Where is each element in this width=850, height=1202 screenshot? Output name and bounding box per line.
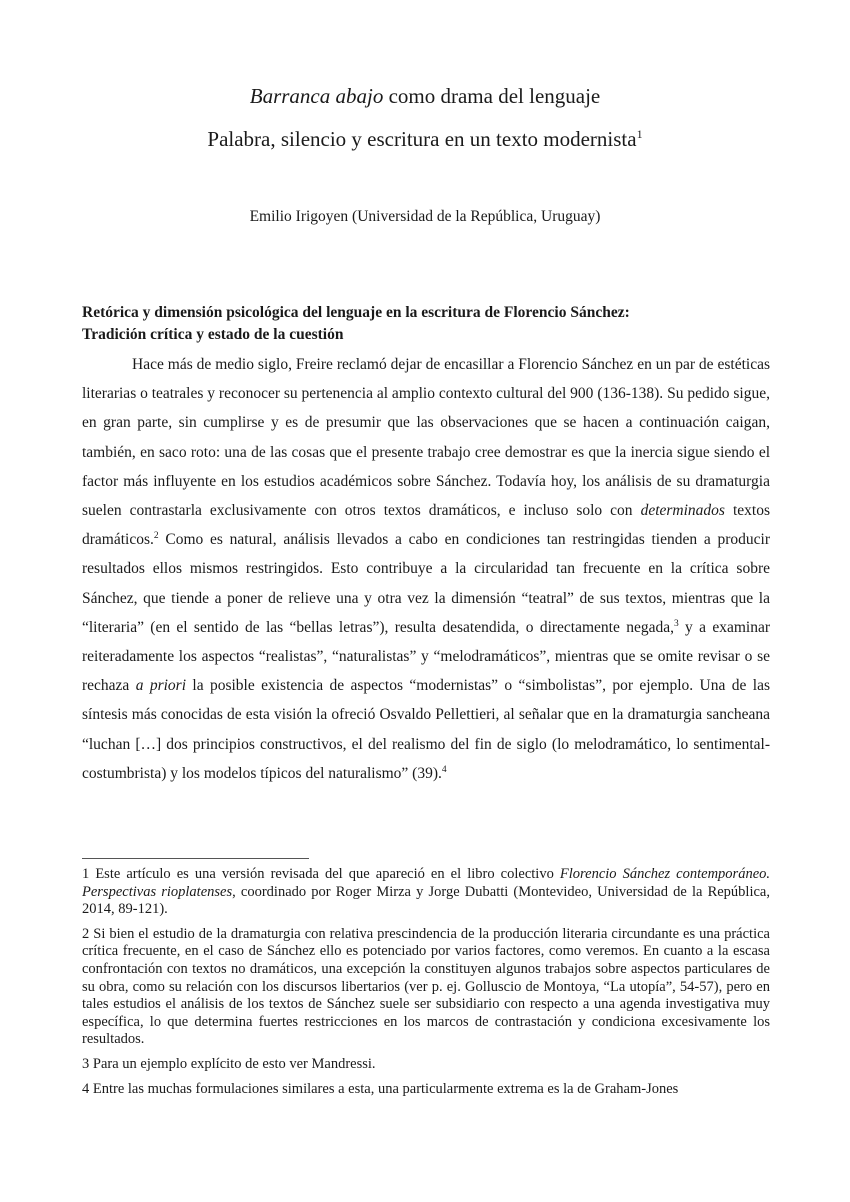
body-segment: y a examinar reiteradamente los aspectos “realistas”, “naturalistas” y “melodramáticos”, mientras que se omite revisar o se rechaza [82, 618, 770, 695]
body-emphasis: determinados [640, 502, 725, 520]
title-line-2 [0, 125, 850, 153]
section-heading-line-2: Tradición crítica y estado de la cuestión [82, 326, 344, 343]
title-italic-work: Barranca abajo [249, 84, 384, 108]
footnote-4: 4 Entre las muchas formulaciones similares a esta, una particularmente extrema es la de Graham-Jones [82, 1080, 679, 1097]
body-paragraph [82, 350, 770, 788]
footnote-text: 1 Este artículo es una versión revisada del que apareció en el libro colectivo [82, 866, 560, 882]
footnote-text: , coordinado por Roger Mirza y Jorge Dubatti (Montevideo, Universidad de la República, 2014, 89-121). [82, 883, 770, 918]
footnotes [82, 866, 770, 1105]
body-segment: la posible existencia de aspectos “modernistas” o “simbolistas”, por ejemplo. Una de las síntesis más conocidas de esta visión la ofreció Osvaldo Pellettieri, al señalar que en la dramaturgia sancheana “luchan […] dos principios constructivos, el del realismo del fin de siglo (lo melodramático, lo sentimental-costumbrista) y los modelos típicos del naturalismo” (39). [82, 677, 770, 782]
footnote-separator [82, 858, 309, 859]
footnote-emphasis: Florencio Sánchez contemporáneo. Perspectivas rioplatenses [82, 866, 771, 900]
title-line-1 [0, 82, 850, 110]
footnote-3: 3 Para un ejemplo explícito de esto ver Mandressi. [82, 1055, 376, 1072]
body-segment: Como es natural, análisis llevados a cabo en condiciones tan restringidas tienden a producir resultados ellos mismos restringidos. Esto contribuye a la circularidad tan frecuente en la crítica sobre Sánchez, que tiende a poner de relieve una y otra vez la dimensión “teatral” de sus textos, mientras que la “literaria” (en el sentido de las “bellas letras”), resulta desatendida, o directamente negada, [82, 531, 770, 636]
section-heading [82, 302, 772, 346]
author-affiliation: Emilio Irigoyen (Universidad de la República, Uruguay) [249, 208, 601, 225]
body-emphasis: a priori [135, 677, 187, 695]
body-segment: textos dramáticos. [82, 502, 771, 549]
body-segment: Hace más de medio siglo, Freire reclamó dejar de encasillar a Florencio Sánchez en un par de estéticas literarias o teatrales y reconocer su pertenencia al amplio contexto cultural del 900 (136-138). Su pedido sigue, en gran parte, sin cumplirse y es de presumir que las observaciones que se hacen a continuación caigan, también, en saco roto: una de las cosas que el presente trabajo cree demostrar es que la inercia sigue siendo el factor más influyente en los estudios académicos sobre Sánchez. Todavía hoy, los análisis de su dramaturgia suelen contrastarla exclusivamente con otros textos dramáticos, e incluso solo con [82, 356, 770, 520]
subtitle-text: Palabra, silencio y escritura en un texto modernista [207, 127, 637, 151]
footnote-ref-2[interactable]: 2 [153, 531, 159, 542]
footnote-2: 2 Si bien el estudio de la dramaturgia con relativa prescindencia de la producción literaria circundante es una práctica crítica frecuente, en el caso de Sánchez ello es potenciado por varios factores, como veremos. En cuanto a la escasa confrontación con textos no dramáticos, una excepción la constituyen algunos trabajos sobre aspectos particulares de su obra, como su relación con los discursos libertarios (ver p. ej. Golluscio de Montoya, “La utopía”, 54-57), pero en tales estudios el análisis de los textos de Sánchez suele ser subsidiario con respecto a una agenda investigativa muy específica, lo que determina fuertes restricciones en los marcos de contrastación y condiciona excesivamente los resultados. [82, 925, 770, 1048]
title-line-1-rest: como drama del lenguaje [383, 84, 601, 108]
body-text [82, 350, 770, 788]
footnote-1 [82, 866, 770, 919]
footnote-ref-1[interactable]: 1 [636, 127, 643, 141]
section-heading-line-1: Retórica y dimensión psicológica del lenguaje en la escritura de Florencio Sánchez: [82, 304, 630, 321]
footnote-ref-4[interactable]: 4 [441, 764, 447, 775]
footnote-ref-3[interactable]: 3 [673, 618, 679, 629]
